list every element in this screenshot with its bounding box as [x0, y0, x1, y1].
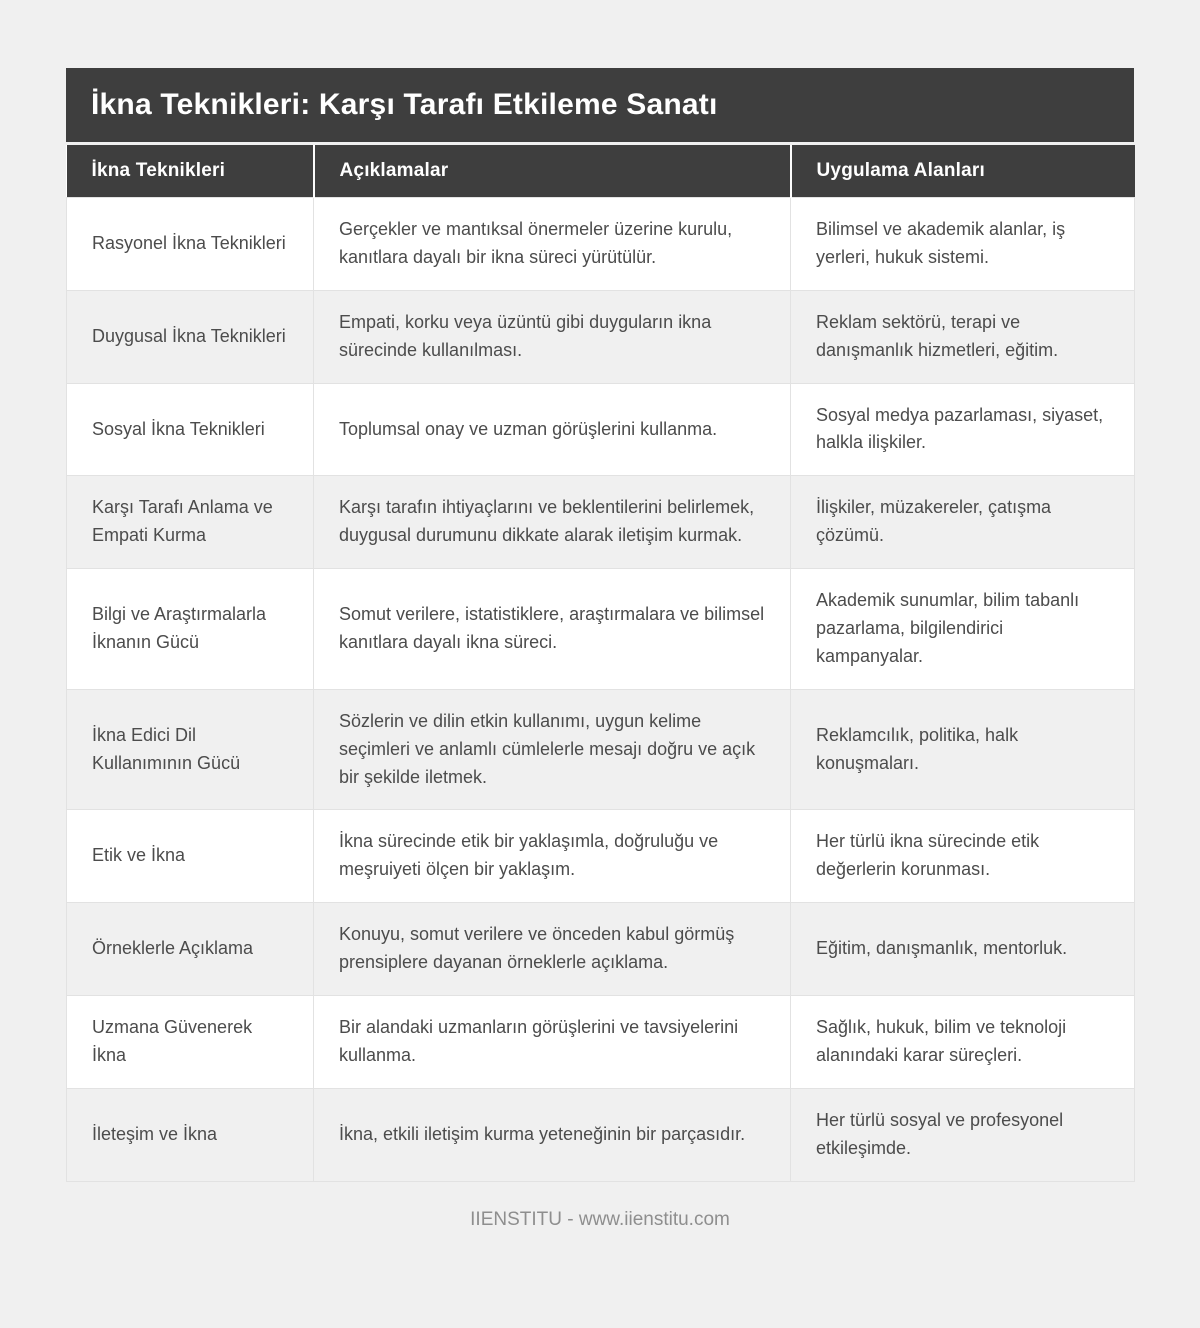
table-row: [67, 1088, 1135, 1181]
applications-cell: Akademik sunumlar, bilim tabanlı pazarlama, bilgilendirici kampanyalar.: [791, 569, 1135, 690]
technique-cell: Uzmana Güvenerek İkna: [67, 996, 314, 1089]
table-row: [67, 569, 1135, 690]
description-cell: Somut verilere, istatistiklere, araştırmalara ve bilimsel kanıtlara dayalı ikna süreci.: [314, 569, 791, 690]
technique-cell: Bilgi ve Araştırmalarla İknanın Gücü: [67, 569, 314, 690]
description-cell: Karşı tarafın ihtiyaçlarını ve beklentilerini belirlemek, duygusal durumunu dikkate alarak iletişim kurmak.: [314, 476, 791, 569]
table-row: [67, 689, 1135, 810]
technique-cell: Sosyal İkna Teknikleri: [67, 383, 314, 476]
column-header-descriptions: Açıklamalar: [314, 145, 791, 198]
applications-cell: Her türlü sosyal ve profesyonel etkileşimde.: [791, 1088, 1135, 1181]
applications-cell: İlişkiler, müzakereler, çatışma çözümü.: [791, 476, 1135, 569]
page-title: İkna Teknikleri: Karşı Tarafı Etkileme Sanatı: [66, 68, 1134, 142]
technique-cell: İleteşim ve İkna: [67, 1088, 314, 1181]
technique-cell: Rasyonel İkna Teknikleri: [67, 198, 314, 291]
description-cell: Bir alandaki uzmanların görüşlerini ve tavsiyelerini kullanma.: [314, 996, 791, 1089]
applications-cell: Reklamcılık, politika, halk konuşmaları.: [791, 689, 1135, 810]
persuasion-techniques-table: [66, 145, 1135, 1182]
technique-cell: İkna Edici Dil Kullanımının Gücü: [67, 689, 314, 810]
header-row: [67, 145, 1135, 198]
table-row: [67, 903, 1135, 996]
applications-cell: Bilimsel ve akademik alanlar, iş yerleri, hukuk sistemi.: [791, 198, 1135, 291]
table-row: [67, 290, 1135, 383]
description-cell: Gerçekler ve mantıksal önermeler üzerine kurulu, kanıtlara dayalı bir ikna süreci yürütülür.: [314, 198, 791, 291]
persuasion-table-card: [66, 0, 1134, 1231]
technique-cell: Etik ve İkna: [67, 810, 314, 903]
technique-cell: Karşı Tarafı Anlama ve Empati Kurma: [67, 476, 314, 569]
table-row: [67, 810, 1135, 903]
description-cell: İkna, etkili iletişim kurma yeteneğinin bir parçasıdır.: [314, 1088, 791, 1181]
table-row: [67, 198, 1135, 291]
applications-cell: Sağlık, hukuk, bilim ve teknoloji alanındaki karar süreçleri.: [791, 996, 1135, 1089]
applications-cell: Sosyal medya pazarlaması, siyaset, halkla ilişkiler.: [791, 383, 1135, 476]
table-row: [67, 383, 1135, 476]
column-header-applications: Uygulama Alanları: [791, 145, 1135, 198]
description-cell: Empati, korku veya üzüntü gibi duyguların ikna sürecinde kullanılması.: [314, 290, 791, 383]
applications-cell: Eğitim, danışmanlık, mentorluk.: [791, 903, 1135, 996]
description-cell: Konuyu, somut verilere ve önceden kabul görmüş prensiplere dayanan örneklerle açıklama.: [314, 903, 791, 996]
technique-cell: Örneklerle Açıklama: [67, 903, 314, 996]
description-cell: İkna sürecinde etik bir yaklaşımla, doğruluğu ve meşruiyeti ölçen bir yaklaşım.: [314, 810, 791, 903]
table-header: [67, 145, 1135, 198]
technique-cell: Duygusal İkna Teknikleri: [67, 290, 314, 383]
applications-cell: Her türlü ikna sürecinde etik değerlerin korunması.: [791, 810, 1135, 903]
table-row: [67, 996, 1135, 1089]
column-header-techniques: İkna Teknikleri: [67, 145, 314, 198]
footer-credit: IIENSTITU - www.iienstitu.com: [470, 1208, 730, 1230]
table-row: [67, 476, 1135, 569]
applications-cell: Reklam sektörü, terapi ve danışmanlık hizmetleri, eğitim.: [791, 290, 1135, 383]
table-body: [67, 198, 1135, 1182]
description-cell: Sözlerin ve dilin etkin kullanımı, uygun kelime seçimleri ve anlamlı cümlelerle mesajı doğru ve açık bir şekilde iletmek.: [314, 689, 791, 810]
description-cell: Toplumsal onay ve uzman görüşlerini kullanma.: [314, 383, 791, 476]
